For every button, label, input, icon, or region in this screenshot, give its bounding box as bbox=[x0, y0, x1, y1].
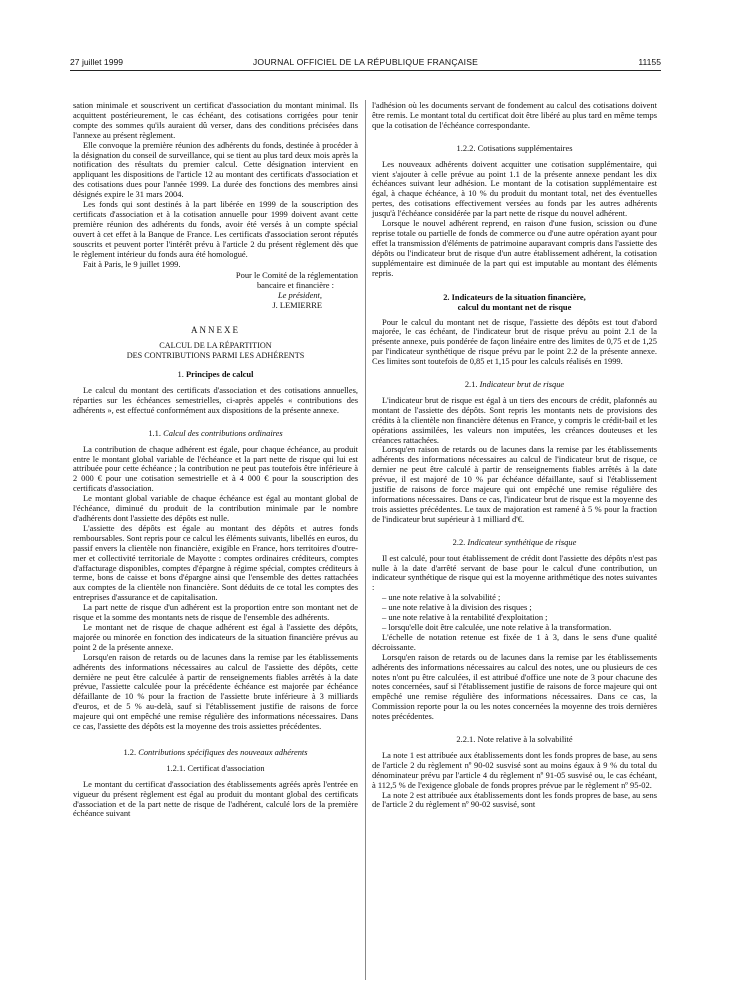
subsection-number: 1.1. bbox=[148, 427, 161, 438]
paragraph: Lorsque le nouvel adhérent reprend, en raison d'une fusion, scission ou d'une reprise totale ou partielle de fonds de commerce ou d'une autre opération ayant pour effet la transmission d'éléments de patrimoine auparavant compris dans l'assiette des dépôts ou l'indicateur brut de risque d'un autre établissement adhérent, la cotisation supplémentaire est diminuée de la part qui est imputable au montant des éléments repris. bbox=[372, 218, 657, 278]
annex-subtitle bbox=[73, 341, 358, 360]
list-item: – une note relative à la solvabilité ; bbox=[382, 593, 657, 603]
subsubsection-heading: 1.2.2. Cotisations supplémentaires bbox=[456, 142, 573, 153]
page-header bbox=[70, 57, 661, 71]
paragraph: Fait à Paris, le 9 juillet 1999. bbox=[83, 258, 181, 269]
signature-line: bancaire et financière : bbox=[256, 280, 334, 291]
subsection-title: Calcul des contributions ordinaires bbox=[163, 427, 283, 438]
paragraph: Il est calculé, pour tout établissement de crédit dont l'assiette des dépôts n'est pas nulle à la date d'arrêté servant de base pour le calcul d'une contribution, un indicateur synthétique de risque qui est la moyenne arithmétique des notes suivantes : bbox=[372, 552, 657, 593]
section-title: Principes de calcul bbox=[185, 369, 254, 380]
paragraph: Pour le calcul du montant net de risque, l'assiette des dépôts est tout d'abord majorée, le cas échéant, de l'indicateur brut de risque prévu au point 2.1 de la présente annexe, puis pondérée de façon linéaire entre des limites de 0,75 et de 1,25 par l'indicateur synthétique de risque prévu par le point 2.2 de la présente annexe. Ces limites sont toutefois de 0,85 et 1,15 pour les calculs réalisés en 1999. bbox=[372, 316, 657, 367]
annex-subtitle-line: DES CONTRIBUTIONS PARMI LES ADHÉRENTS bbox=[126, 350, 305, 360]
paragraph: Lorsqu'en raison de retards ou de lacunes dans la remise par les établissements adhérents des informations nécessaires au calcul de l'assiette des dépôts, cette dernière ne peut être calculée à partir de renseignements fiables arrêtés à la date prévue, l'assiette calculée pour la précédente échéance est majorée par échéance défaillante de 10 % pour la fraction de l'assiette brute inférieure à 3 milliards d'euros, et de 5 % au-delà, sauf si l'établissement justifie de raisons de force majeure qui ont empêché une remise régulière des informations nécessaires. Dans ce cas, l'assiette des dépôts est la moyenne des trois assiettes précédentes. bbox=[73, 651, 358, 732]
right-column bbox=[372, 101, 657, 810]
paragraph: La note 1 est attribuée aux établissements dont les fonds propres de base, au sens de l'article 2 du règlement nº 90-02 susvisé sont au moins égaux à 9 % du total du dénominateur prévu par l'article 4 du règlement nº 91-05 susvisé ou, le cas échéant, à 112,5 % de l'exigence globale de fonds propres prévue par le règlement nº 95-02. bbox=[372, 749, 657, 790]
paragraph: L'échelle de notation retenue est fixée de 1 à 3, dans le sens d'une qualité décroissante. bbox=[372, 631, 657, 652]
paragraph: La note 2 est attribuée aux établissements dont les fonds propres de base, au sens de l'article 2 du règlement nº 90-02 susvisé, sont bbox=[372, 789, 657, 810]
paragraph: Les fonds qui sont destinés à la part libérée en 1999 de la souscription des certificats d'association et à la cotisation annuelle pour 1999 doivent avant cette première réunion des adhérents du fonds, avoir été versés à un compte spécial ouvert à cet effet à la Banque de France. Les certificats d'association seront réputés souscrits et peuvent porter l'intérêt prévu à l'article 2 du présent règlement dès que le règlement intérieur du fonds aura été homologué. bbox=[73, 199, 358, 259]
paragraph: Lorsqu'en raison de retards ou de lacunes dans la remise par les établissements adhérents des informations nécessaires au calcul des notes, une ou plusieurs de ces notes n'ont pu être calculées, il est attribué d'office une note de 3 pour chacune des notes concernées, sauf si l'établissement justifie de raisons de force majeure qui ont empêché une remise régulière des informations nécessaires. Dans ce cas, la Commission reporte pour la ou les notes concernées la moyenne des trois dernières notes précédentes. bbox=[372, 651, 657, 722]
section-heading bbox=[73, 370, 358, 380]
paragraph: Le calcul du montant des certificats d'association et des cotisations annuelles, réparties sur les échéances semestrielles, ci-après appelés « contributions des adhérents », est effectué conformément aux dispositions de la présente annexe. bbox=[73, 385, 358, 415]
subsection-heading bbox=[73, 429, 358, 439]
paragraph: L'indicateur brut de risque est égal à un tiers des encours de crédit, plafonnés au montant de l'assiette des dépôts. Sont repris les montants nets de provisions des crédits à la clientèle non financière détenus en France, y compris le crédit-bail et les opérations assimilées, les valeurs non imputées, les créances douteuses et les créances rattachées. bbox=[372, 394, 657, 445]
annex-subtitle-line: CALCUL DE LA RÉPARTITION bbox=[159, 340, 272, 350]
paragraph: Le montant du certificat d'association des établissements agréés après l'entrée en vigueur du présent règlement est égal au produit du montant global des certificats d'association et de la part nette de risque de l'adhérent, calculé lors de la première échéance suivant bbox=[73, 778, 358, 819]
subsection-number: 2.1. bbox=[464, 379, 478, 390]
signature-line: Pour le Comité de la réglementation bbox=[235, 270, 358, 281]
section-title-line: calcul du montant net de risque bbox=[457, 301, 572, 312]
subsection-number: 2.2. bbox=[452, 536, 466, 547]
annex-heading: ANNEXE bbox=[191, 325, 240, 336]
paragraph: L'assiette des dépôts est égale au montant des dépôts et autres fonds remboursables. Sont repris pour ce calcul les éléments suivants, libellés en euros, du passif envers la clientèle non financière, exigible en France, hors territoires d'outre-mer et collectivité territoriale de Mayotte : comptes ordinaires créditeurs, comptes d'affacturage disponibles, comptes d'épargne à régime spécial, comptes créditeurs à terme, bons de caisse et bons d'épargne ainsi que l'ensemble des dettes rattachées aux comptes de la clientèle non financière. Sont déduits de ce total les comptes des entreprises d'assurance et de capitalisation. bbox=[73, 522, 358, 603]
signature-title: Le président, bbox=[277, 290, 322, 301]
paragraph: Elle convoque la première réunion des adhérents du fonds, destinée à procéder à la désignation du conseil de surveillance, qui se tient au plus tard deux mois après la notification des résultats du premier calcul. Cette désignation intervient en appliquant les dispositions de l'article 12 au montant des certificats d'association et des cotisations dues pour l'année 1999. La durée des fonctions des membres ainsi désignés expire le 31 mars 2004. bbox=[73, 139, 358, 200]
header-date: 27 juillet 1999 bbox=[70, 57, 124, 67]
paragraph: Les nouveaux adhérents doivent acquitter une cotisation supplémentaire, qui vient s'ajouter à celle prévue au point 1.1 de la présente annexe pendant les dix échéances suivant leur adhésion. Le montant de la cotisation supplémentaire est égal, à chaque échéance, à 10 % du produit du montant total, net des éventuelles pertes, des cotisations effectivement versées au fonds par les autres adhérents jusqu'à l'échéance considérée par la part nette de risque du nouvel adhérent. bbox=[372, 158, 657, 219]
paragraph: La contribution de chaque adhérent est égale, pour chaque échéance, au produit entre le montant global variable de l'échéance et la part nette de risque qui lui est attribuée pour cette échéance ; la contribution ne peut pas toutefois être inférieure à 2 000 € pour une cotisation semestrielle et à 4 000 € pour la souscription des certificats d'association. bbox=[73, 443, 358, 494]
left-column bbox=[73, 101, 358, 819]
paragraph: Le montant net de risque de chaque adhérent est égal à l'assiette des dépôts, majorée ou minorée en fonction des indicateurs de la situation financière prévus au point 2 de la présente annexe. bbox=[73, 621, 358, 652]
column-divider bbox=[365, 100, 366, 980]
subsubsection-heading: 1.2.1. Certificat d'association bbox=[166, 762, 265, 773]
section-title-line: 2. Indicateurs de la situation financière, bbox=[443, 291, 586, 302]
signature-name: J. LEMIERRE bbox=[272, 300, 322, 311]
paragraph: La part nette de risque d'un adhérent est la proportion entre son montant net de risque et la somme des montants nets de risque de l'ensemble des adhérents. bbox=[73, 602, 358, 623]
paragraph: Le montant global variable de chaque échéance est égal au montant global de l'échéance, diminué du produit de la contribution minimale par le nombre d'adhérents dont l'assiette des dépôts est nulle. bbox=[73, 493, 358, 523]
list-item: – une note relative à la division des risques ; bbox=[382, 603, 657, 613]
header-journal-title: JOURNAL OFFICIEL DE LA RÉPUBLIQUE FRANÇAISE bbox=[252, 57, 479, 67]
section-heading bbox=[372, 292, 657, 312]
paragraph: Lorsqu'en raison de retards ou de lacunes dans la remise par les établissements adhérents des informations nécessaires au calcul de l'indicateur brut de risque, ce dernier ne peut être calculé à partir de renseignements fiables arrêtés à la date prévue, il est majoré de 10 % par échéance défaillante, sauf si l'établissement justifie de raisons de force majeure qui ont empêché une remise régulière des informations nécessaires. Dans ce cas, l'indicateur brut de risque est la moyenne des trois assiettes précédentes. Le taux de majoration est ramené à 5 % pour la fraction de l'indicateur brut supérieur à 1 milliard d'€. bbox=[372, 444, 657, 524]
header-page-number: 11155 bbox=[638, 57, 661, 67]
list-item: – lorsqu'elle doit être calculée, une note relative à la transformation. bbox=[382, 623, 657, 633]
subsection-number: 1.2. bbox=[123, 746, 137, 757]
paragraph: l'adhésion où les documents servant de fondement au calcul des cotisations doivent être remis. Le montant total du certificat doit être libéré au plus tard en même temps que la cotisation de l'échéance correspondante. bbox=[372, 100, 657, 130]
subsection-heading bbox=[372, 380, 657, 390]
subsection-title: Indicateur brut de risque bbox=[479, 379, 565, 390]
paragraph: sation minimale et souscrivent un certificat d'association du montant minimal. Ils acquittent postérieurement, le cas échéant, des cotisations corrigées pour tenir compte des sommes qu'ils auraient dû verser, dans des conditions précisées dans l'annexe au présent règlement. bbox=[73, 100, 358, 140]
subsection-title: Contributions spécifiques des nouveaux adhérents bbox=[138, 746, 308, 757]
subsection-title: Indicateur synthétique de risque bbox=[467, 536, 577, 547]
notes-list bbox=[372, 593, 657, 633]
list-item: – une note relative à la rentabilité d'exploitation ; bbox=[382, 613, 657, 623]
subsubsection-heading: 2.2.1. Note relative à la solvabilité bbox=[456, 734, 573, 745]
signature-block bbox=[73, 271, 358, 311]
subsection-heading bbox=[73, 748, 358, 758]
header-rule bbox=[70, 70, 661, 71]
section-number: 1. bbox=[177, 369, 184, 380]
subsection-heading bbox=[372, 538, 657, 548]
